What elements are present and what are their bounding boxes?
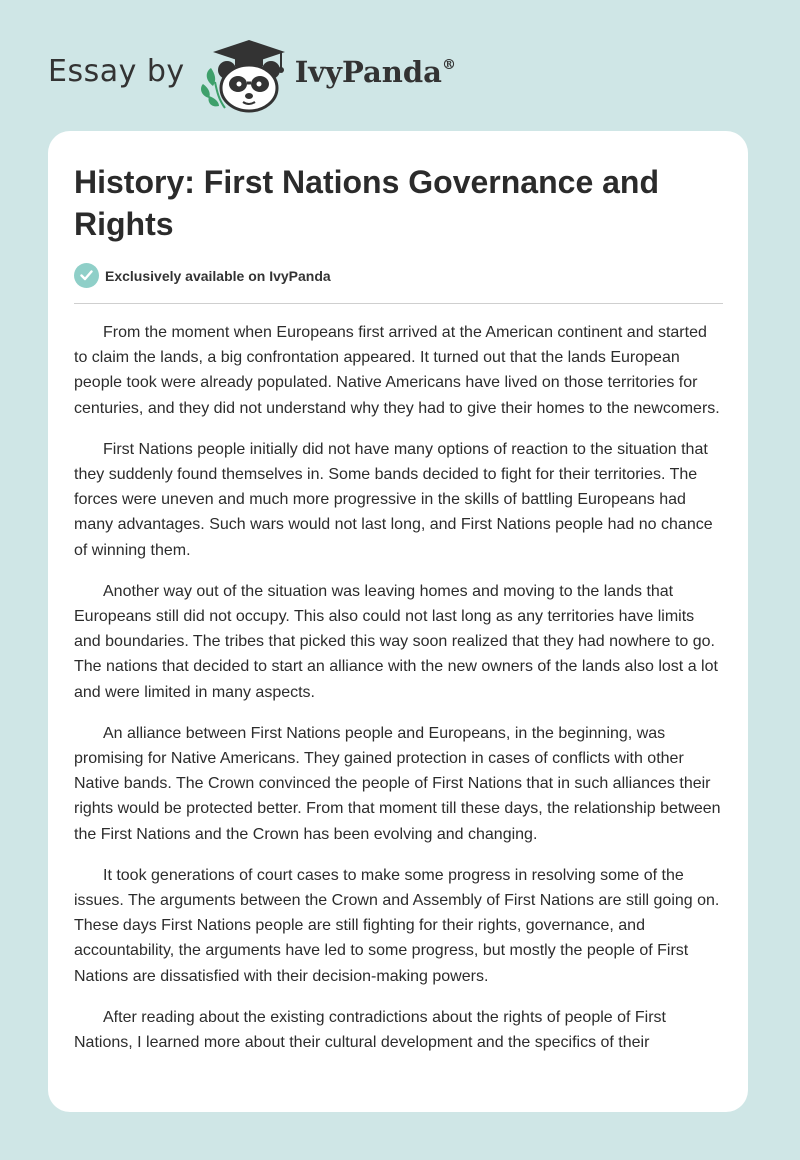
site-header xyxy=(48,34,456,114)
paragraph: Another way out of the situation was leaving homes and moving to the lands that Europeans still did not occupy. This also could not last long as any territories have limits and boundaries. The tribes that picked this way soon realized that they had nowhere to go. The nations that decided to start an alliance with the new owners of the lands also lost a lot and were limited in many aspects. xyxy=(74,582,718,701)
checkmark-icon xyxy=(74,263,99,288)
essay-body xyxy=(74,320,724,1071)
paragraph: First Nations people initially did not have many options of reaction to the situation that they suddenly found themselves in. Some bands decided to fight for their territories. The forces were uneven and much more progressive in the skills of battling Europeans had many advantages. Such wars would not last long, and First Nations people had no chance of winning them. xyxy=(74,440,713,559)
panda-logo-icon xyxy=(199,34,295,114)
essay-by-label: Essay by xyxy=(48,53,185,89)
page-title: History: First Nations Governance and Rights xyxy=(74,164,660,242)
brand-name: IvyPanda® xyxy=(294,55,456,89)
exclusive-badge-label: Exclusively available on IvyPanda xyxy=(105,267,331,284)
essay-card xyxy=(48,131,748,1112)
paragraph: After reading about the existing contradictions about the rights of people of First Nations, I learned more about their cultural development and the specifics of their xyxy=(74,1008,666,1052)
paragraph: An alliance between First Nations people and Europeans, in the beginning, was promising for Native Americans. They gained protection in cases of conflicts with other Native bands. The Crown convinced the people of First Nations that in such alliances their rights would be protected better. From that moment till these days, the relationship between the First Nations and the Crown has been evolving and changing. xyxy=(74,724,721,843)
paragraph: It took generations of court cases to make some progress in resolving some of the issues. The arguments between the Crown and Assembly of First Nations are still going on. These days First Nations people are still fighting for their rights, governance, and accountability, the arguments have led to some progress, but mostly the people of First Nations are dissatisfied with their decision-making powers. xyxy=(74,866,720,985)
registered-mark: ® xyxy=(441,57,456,73)
exclusive-badge xyxy=(74,263,331,288)
paragraph: From the moment when Europeans first arrived at the American continent and started to claim the lands, a big confrontation appeared. It turned out that the lands European people took were already populated. Native Americans have lived on those territories for centuries, and they did not understand why they had to give their homes to the newcomers. xyxy=(74,324,720,417)
divider xyxy=(74,303,723,304)
